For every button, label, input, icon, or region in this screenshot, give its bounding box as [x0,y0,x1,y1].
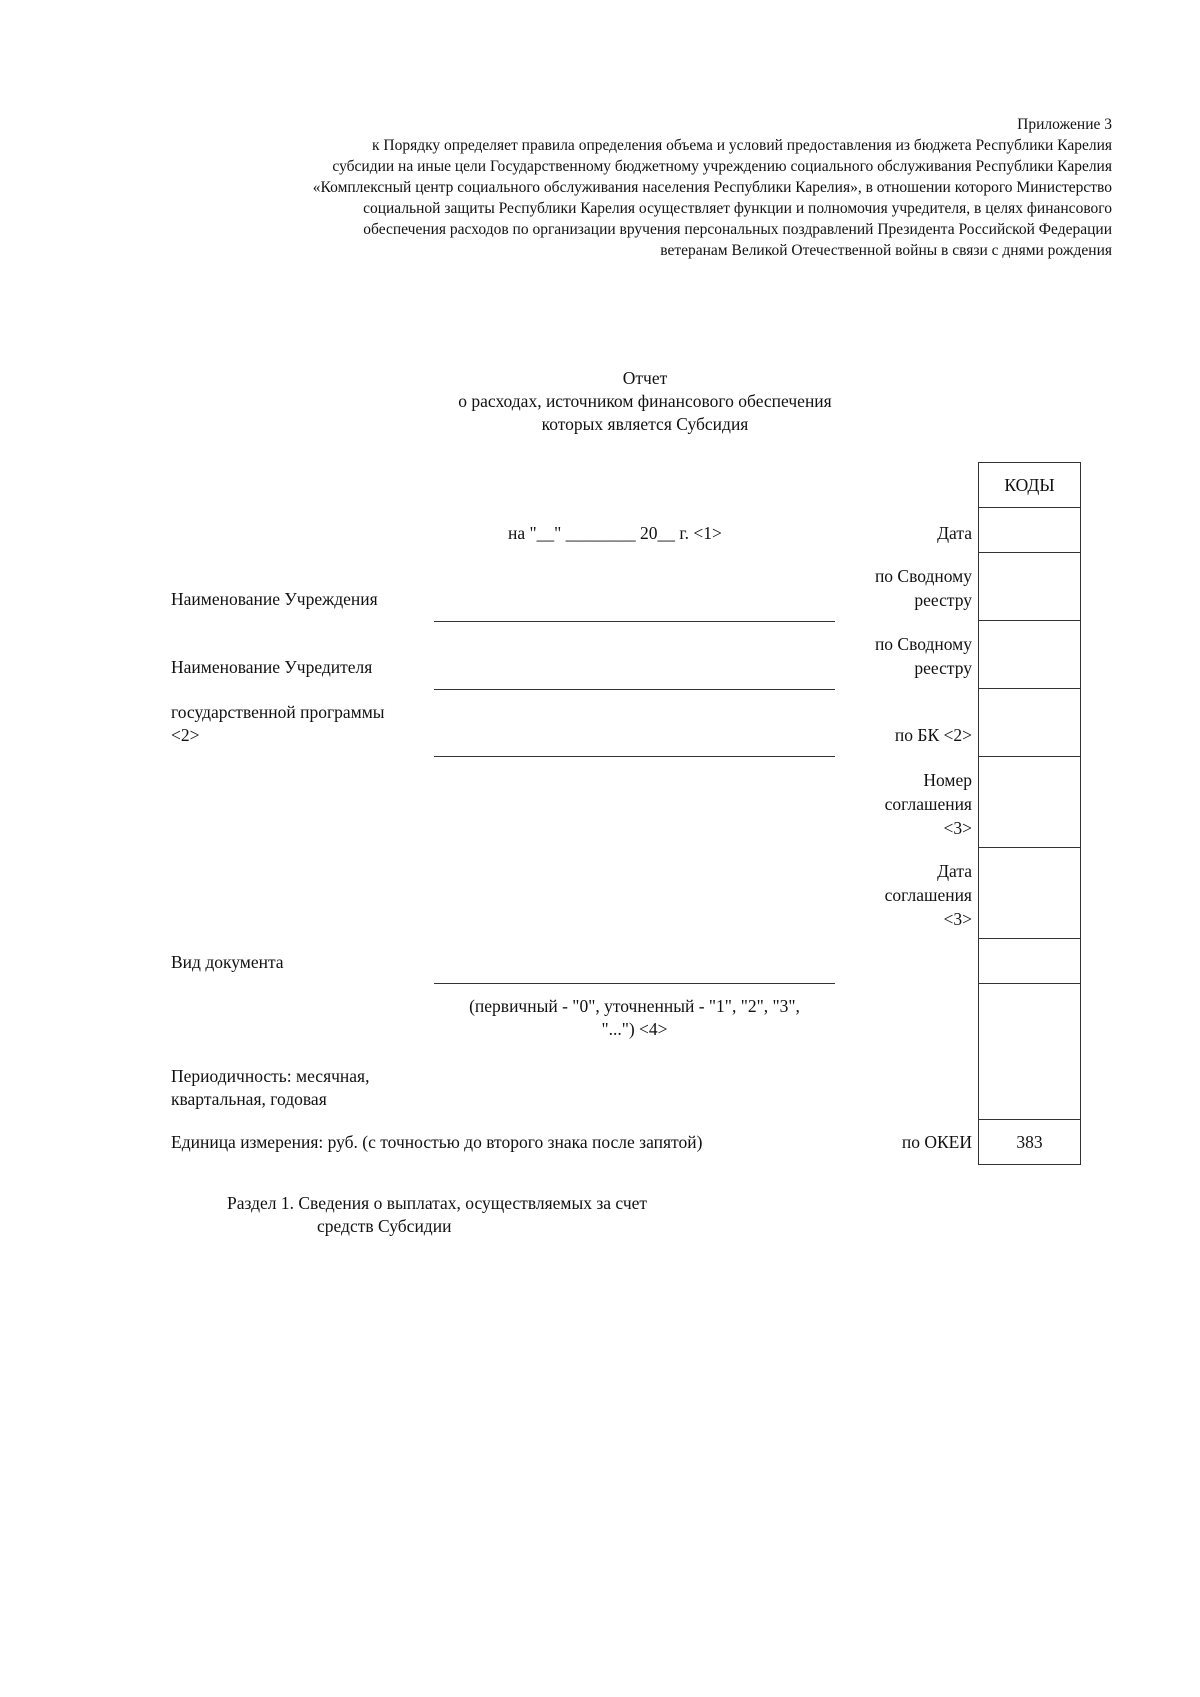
periodicity-label: Периодичность: месячная, [171,1066,370,1086]
code-label-registry-line: по Сводному [874,566,972,586]
doc-type-label: Вид документа [171,952,284,972]
periodicity-label-2: квартальная, годовая [171,1089,327,1109]
code-label-line: <3> [943,909,972,929]
doc-type-hint-line: "...") <4> [601,1019,668,1039]
code-label-agreement-date [712,859,972,931]
code-label-registry-line: реестру [914,658,972,678]
founder-label: Наименование Учредителя [171,657,373,677]
section1-title: Раздел 1. Сведения о выплатах, осуществляемых за счет [227,1193,648,1213]
code-label-registry-line: реестру [914,590,972,610]
code-cell-periodicity[interactable] [978,983,1081,1120]
appendix-line: обеспечения расходов по организации вручения персональных поздравлений Президента Российской Федерации [363,221,1112,238]
code-label-line: Дата [937,861,972,881]
code-label-agreement-number [712,768,972,840]
code-label-registry-founder [712,632,972,680]
unit-label: Единица измерения: руб. (с точностью до второго знака после запятой) [171,1132,703,1152]
appendix-line: Приложение 3 [1017,116,1112,133]
appendix-line: субсидии на иные цели Государственному бюджетному учреждению социального обслуживания Республики Карелия [332,158,1112,175]
founder-field[interactable] [434,689,835,690]
codes-header-cell: КОДЫ [978,462,1081,508]
section1-title-2: средств Субсидии [317,1216,452,1236]
code-label-line: соглашения [884,794,972,814]
report-date-line: на "__" ________ 20__ г. <1> [508,523,722,543]
code-cell-registry-founder[interactable] [978,620,1081,689]
doc-type-hint-line: (первичный - "0", уточненный - "1", "2", "3", [469,996,800,1016]
code-label-registry-line: по Сводному [874,634,972,654]
report-title-line: о расходах, источником финансового обеспечения [458,391,832,411]
code-cell-agreement-date[interactable] [978,847,1081,939]
report-title-line: которых является Субсидия [541,414,749,434]
appendix-header [152,114,1112,261]
program-field[interactable] [434,756,835,757]
code-label-okei: по ОКЕИ [901,1132,972,1152]
institution-field[interactable] [434,621,835,622]
appendix-line: ветеранам Великой Отечественной войны в связи с днями рождения [660,242,1112,259]
code-label-line: Номер [923,770,972,790]
appendix-line: социальной защиты Республики Карелия осуществляет функции и полномочия учредителя, в целях финансового [363,200,1112,217]
code-cell-okei[interactable]: 383 [978,1119,1081,1165]
code-cell-agreement-number[interactable] [978,756,1081,848]
code-cell-bk[interactable] [978,688,1081,757]
code-label-line: <3> [943,818,972,838]
program-label-note: <2> [171,725,200,745]
appendix-line: «Комплексный центр социального обслуживания населения Республики Карелия», в отношении которого Министерство [312,179,1112,196]
code-label-line: соглашения [884,885,972,905]
program-label: государственной программы [171,702,385,722]
code-cell-date[interactable] [978,507,1081,553]
code-cell-registry[interactable] [978,552,1081,621]
code-cell-doc-type[interactable] [978,938,1081,984]
code-label-registry [712,564,972,612]
doc-type-field[interactable] [434,983,835,984]
code-label-bk: по БК <2> [894,725,972,745]
institution-label: Наименование Учреждения [171,589,378,609]
appendix-line: к Порядку определяет правила определения объема и условий предоставления из бюджета Республики Карелия [371,137,1112,154]
doc-type-hint [434,995,835,1041]
report-title [0,367,1200,436]
report-title-line: Отчет [622,368,668,388]
code-label-date: Дата [937,523,972,543]
